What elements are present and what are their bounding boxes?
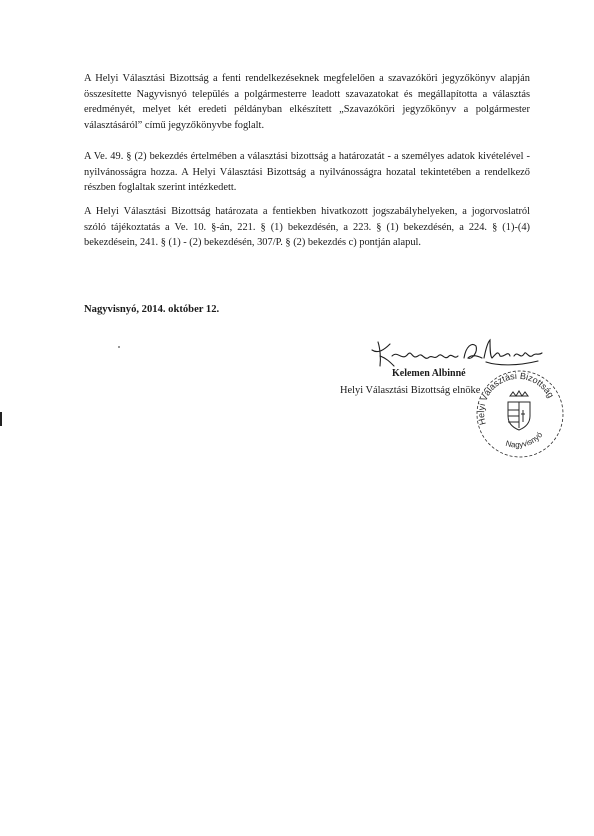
paragraph-publication: A Ve. 49. § (2) bekezdés értelmében a választási bizottság a határozatát - a személyes adatok kivételével - nyilvánosságra hozza. A Helyi Választási Bizottság a nyilvánosságra hozatal tekintetében a rendelkező részben foglaltak szerint intézkedett. — [84, 151, 530, 193]
dateline: Nagyvisnyó, 2014. október 12. — [84, 304, 220, 315]
svg-text:Helyi Választási Bizottság — [476, 371, 556, 426]
scan-speck — [118, 346, 120, 348]
seal-bottom-text: Nagyvisnyó — [504, 430, 545, 450]
paragraph-legal-basis: A Helyi Választási Bizottság határozata a fentiekben hivatkozott jogszabályhelyeken, a jogorvoslatról szóló tájékoztatás a Ve. 10. §-án, 221. § (1) bekezdésén, a 223. § (1) bekezdésén, a 224. § (1)-(4) bekezdésein, 241. § (1) - (2) bekezdésén, 307/P. § (2) bekezdés c) pontján alapul. — [84, 206, 530, 248]
scan-edge-mark — [0, 412, 2, 426]
seal-top-text: Helyi Választási Bizottság — [476, 370, 557, 427]
coat-of-arms-icon — [508, 391, 530, 430]
signer-name: Kelemen Albinné — [392, 368, 466, 379]
paragraph-summary: A Helyi Választási Bizottság a fenti rendelkezéseknek megfelelően a szavazóköri jegyzőkönyv alapján összesítette Nagyvisnyó település a polgármesterre leadott szavazatokat és megállapította a választás eredményét, melyet két eredeti példányban elkészített „Szavazóköri jegyzőkönyv a polgármester választásáról” című jegyzőkönyvbe foglalt. — [84, 73, 530, 131]
official-seal — [468, 366, 568, 460]
svg-text:Nagyvisnyó — [505, 430, 545, 450]
signer-role: Helyi Választási Bizottság elnöke — [340, 385, 481, 396]
